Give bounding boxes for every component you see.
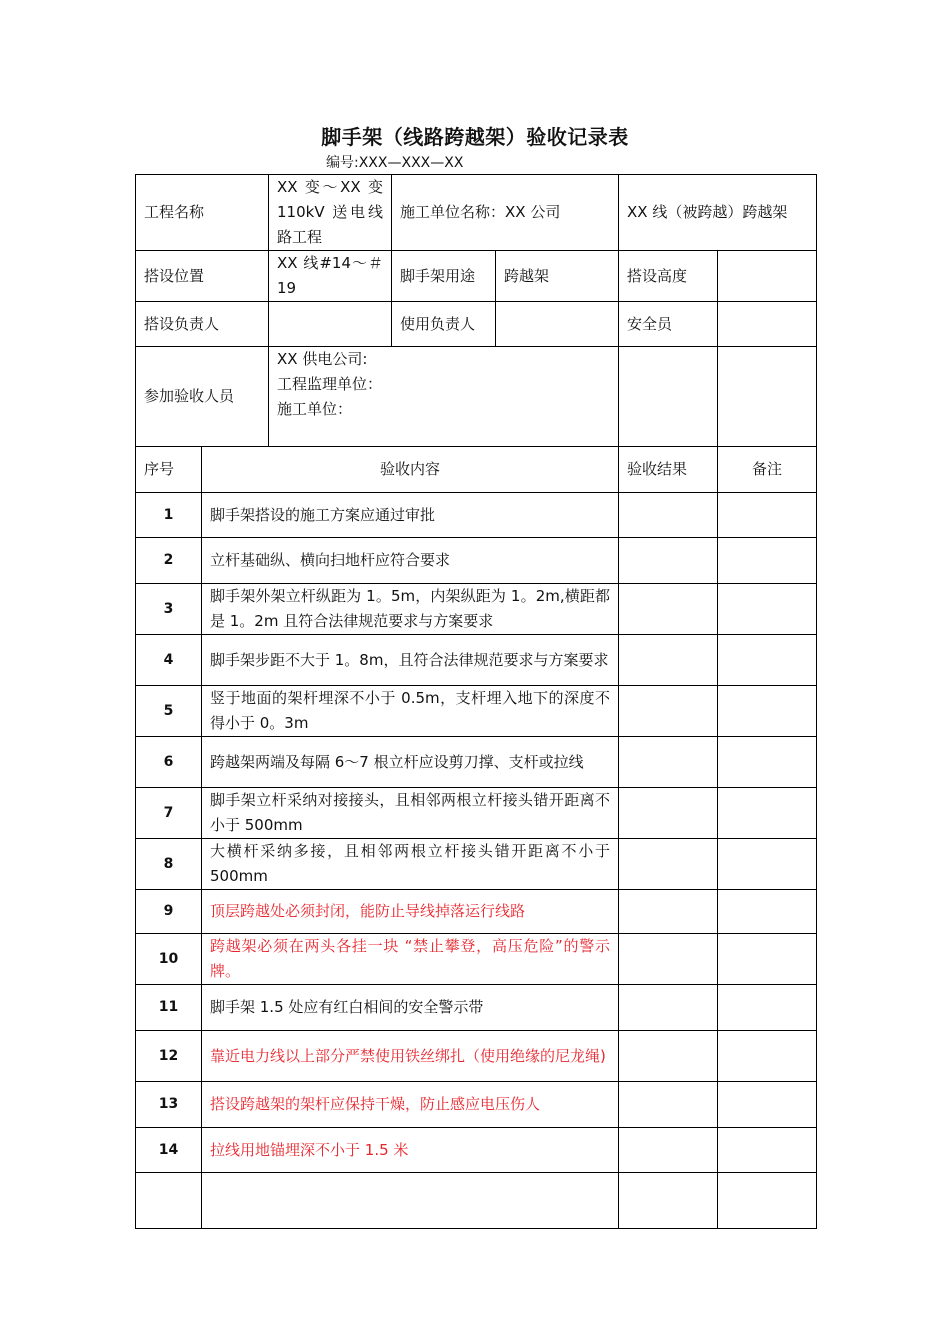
- checklist-row: [136, 737, 817, 788]
- item-number: 5: [136, 686, 202, 737]
- item-result: [619, 890, 718, 934]
- item-content: 脚手架 1.5 处应有红白相间的安全警示带: [202, 985, 619, 1031]
- location-value: XX 线#14～＃19: [269, 251, 392, 302]
- item-result: [619, 686, 718, 737]
- item-remark: [718, 985, 817, 1031]
- attendee-power-company: XX 供电公司:: [277, 350, 368, 368]
- checklist-row: [136, 584, 817, 635]
- attendees-blank-1: [619, 347, 718, 447]
- checklist-row: [136, 1082, 817, 1128]
- item-result: [619, 538, 718, 584]
- checklist-row: [136, 493, 817, 538]
- usage-value: 跨越架: [496, 251, 619, 302]
- erect-lead-value: [269, 302, 392, 347]
- project-name-value: XX 变～XX 变 110kV 送电线路工程: [269, 175, 392, 251]
- col-header-no: 序号: [136, 447, 202, 493]
- checklist-row: [136, 1173, 817, 1229]
- item-content: 大横杆采纳多接，且相邻两根立杆接头错开距离不小于 500mm: [202, 839, 619, 890]
- item-remark: [718, 538, 817, 584]
- safety-officer-value: [718, 302, 817, 347]
- checklist-header-row: [136, 447, 817, 493]
- location-label: 搭设位置: [136, 251, 269, 302]
- item-remark: [718, 839, 817, 890]
- item-content: 搭设跨越架的架杆应保持干燥，防止感应电压伤人: [202, 1082, 619, 1128]
- use-lead-label: 使用负责人: [392, 302, 496, 347]
- erect-lead-label: 搭设负责人: [136, 302, 269, 347]
- item-content: 脚手架搭设的施工方案应通过审批: [202, 493, 619, 538]
- item-result: [619, 1173, 718, 1229]
- item-result: [619, 1128, 718, 1173]
- row-project: [136, 175, 817, 251]
- scaffold-type: XX 线（被跨越）跨越架: [619, 175, 817, 251]
- checklist-row: [136, 1031, 817, 1082]
- item-result: [619, 584, 718, 635]
- item-content: [202, 1173, 619, 1229]
- item-number: [136, 1173, 202, 1229]
- col-header-result: 验收结果: [619, 447, 718, 493]
- item-result: [619, 1082, 718, 1128]
- item-result: [619, 985, 718, 1031]
- item-result: [619, 737, 718, 788]
- item-remark: [718, 1128, 817, 1173]
- item-remark: [718, 737, 817, 788]
- checklist-row: [136, 839, 817, 890]
- item-number: 6: [136, 737, 202, 788]
- item-content: 立杆基础纵、横向扫地杆应符合要求: [202, 538, 619, 584]
- item-remark: [718, 493, 817, 538]
- item-remark: [718, 1082, 817, 1128]
- checklist-row: [136, 686, 817, 737]
- item-number: 14: [136, 1128, 202, 1173]
- item-content: 脚手架步距不大于 1。8m，且符合法律规范要求与方案要求: [202, 635, 619, 686]
- item-result: [619, 635, 718, 686]
- attendee-supervisor: 工程监理单位：: [277, 375, 383, 393]
- document-code: 编号:XXX—XXX—XX: [326, 155, 464, 171]
- item-content: 脚手架立杆采纳对接接头，且相邻两根立杆接头错开距离不小于 500mm: [202, 788, 619, 839]
- item-content: 跨越架必须在两头各挂一块 “禁止攀登，高压危险”的警示牌。: [202, 934, 619, 985]
- attendees-blank-2: [718, 347, 817, 447]
- checklist-row: [136, 635, 817, 686]
- project-name-label: 工程名称: [136, 175, 269, 251]
- item-number: 13: [136, 1082, 202, 1128]
- item-number: 7: [136, 788, 202, 839]
- item-number: 3: [136, 584, 202, 635]
- item-content: 竖于地面的架杆埋深不小于 0.5m，支杆埋入地下的深度不得小于 0。3m: [202, 686, 619, 737]
- item-remark: [718, 1173, 817, 1229]
- item-remark: [718, 1031, 817, 1082]
- item-result: [619, 493, 718, 538]
- attendees-label: 参加验收人员: [136, 347, 269, 447]
- item-content: 跨越架两端及每隔 6～7 根立杆应设剪刀撑、支杆或拉线: [202, 737, 619, 788]
- item-remark: [718, 686, 817, 737]
- item-remark: [718, 788, 817, 839]
- safety-officer-label: 安全员: [619, 302, 718, 347]
- inspection-record-table: [135, 174, 817, 1229]
- page-title: 脚手架（线路跨越架）验收记录表: [321, 125, 629, 149]
- checklist-row: [136, 1128, 817, 1173]
- checklist-row: [136, 890, 817, 934]
- height-value: [718, 251, 817, 302]
- item-number: 1: [136, 493, 202, 538]
- checklist-row: [136, 934, 817, 985]
- item-content: 拉线用地锚埋深不小于 1.5 米: [202, 1128, 619, 1173]
- item-number: 12: [136, 1031, 202, 1082]
- checklist-row: [136, 538, 817, 584]
- row-responsible: [136, 302, 817, 347]
- col-header-remark: 备注: [718, 447, 817, 493]
- item-result: [619, 1031, 718, 1082]
- attendee-contractor: 施工单位：: [277, 400, 353, 418]
- item-content: 顶层跨越处必须封闭，能防止导线掉落运行线路: [202, 890, 619, 934]
- item-result: [619, 934, 718, 985]
- height-label: 搭设高度: [619, 251, 718, 302]
- item-content: 靠近电力线以上部分严禁使用铁丝绑扎（使用绝缘的尼龙绳): [202, 1031, 619, 1082]
- item-result: [619, 839, 718, 890]
- checklist-row: [136, 985, 817, 1031]
- col-header-content: 验收内容: [202, 447, 619, 493]
- checklist-row: [136, 788, 817, 839]
- item-remark: [718, 635, 817, 686]
- use-lead-value: [496, 302, 619, 347]
- item-number: 2: [136, 538, 202, 584]
- item-number: 4: [136, 635, 202, 686]
- contractor-label: 施工单位名称：XX 公司: [392, 175, 619, 251]
- attendees-list: [269, 347, 619, 447]
- item-remark: [718, 890, 817, 934]
- row-attendees: [136, 347, 817, 447]
- item-number: 10: [136, 934, 202, 985]
- item-remark: [718, 934, 817, 985]
- item-number: 9: [136, 890, 202, 934]
- item-remark: [718, 584, 817, 635]
- usage-label: 脚手架用途: [392, 251, 496, 302]
- item-number: 8: [136, 839, 202, 890]
- item-result: [619, 788, 718, 839]
- row-location: [136, 251, 817, 302]
- item-number: 11: [136, 985, 202, 1031]
- item-content: 脚手架外架立杆纵距为 1。5m，内架纵距为 1。2m,横距都是 1。2m 且符合法律规范要求与方案要求: [202, 584, 619, 635]
